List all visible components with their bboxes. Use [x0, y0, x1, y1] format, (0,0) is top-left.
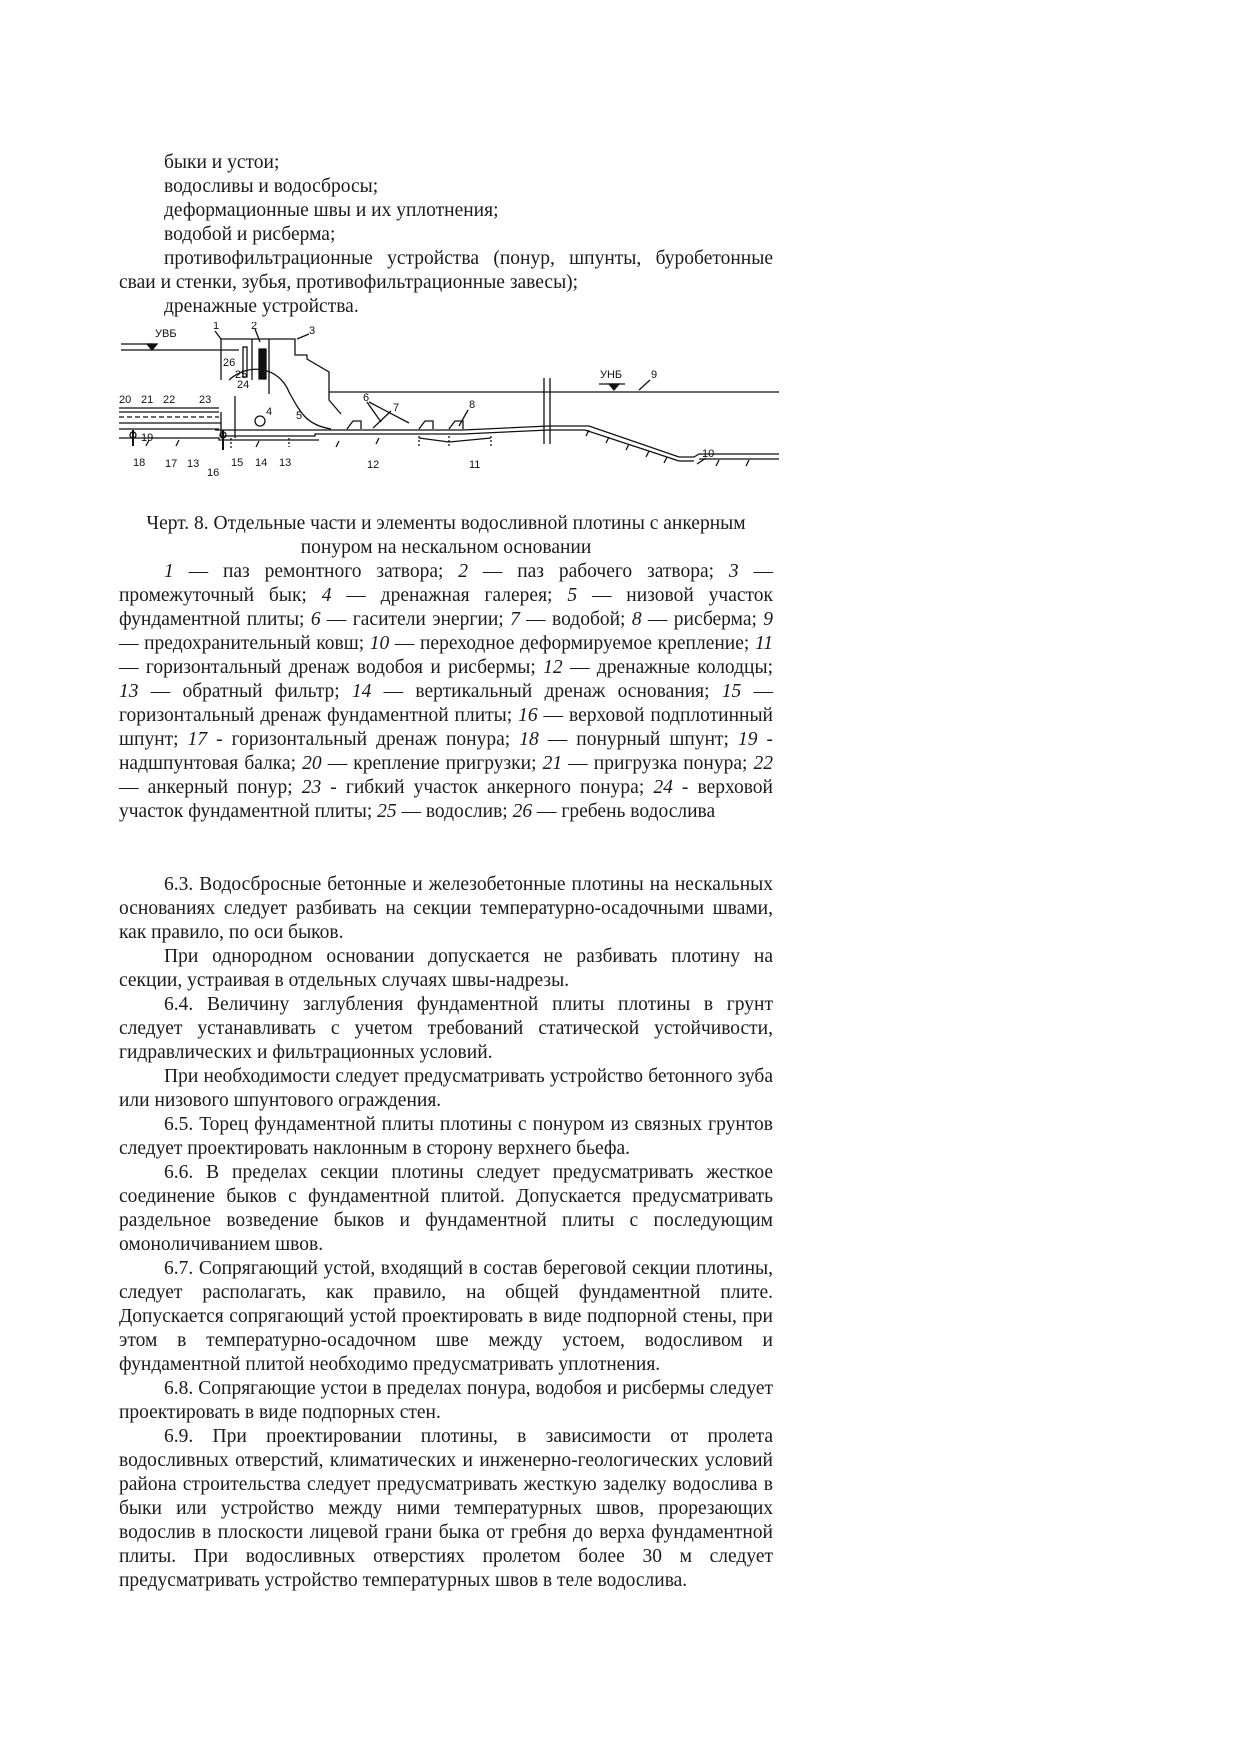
legend-text — [119, 560, 773, 824]
paragraph: 6.4. Величину заглубления фундаментной плиты плотины в грунт следует устанавливать с учетом требований статической устойчивости, гидравлических и фильтрационных условий. — [119, 994, 773, 1063]
legend-number: 17 — [187, 729, 208, 750]
legend-number: 6 — [310, 609, 321, 630]
label-12: 12 — [367, 459, 380, 471]
legend-number: 19 — [738, 729, 758, 750]
list-item: деформационные швы и их уплотнения; — [164, 200, 499, 221]
legend-number: 7 — [510, 609, 520, 630]
label-14: 14 — [255, 457, 268, 469]
legend-number: 5 — [567, 585, 578, 606]
list-item: противофильтрационные устройства (понур, шпунты, буробетонные сваи и стенки, зубья, противофильтрационные завесы); — [119, 248, 773, 293]
legend-number: 1 — [164, 561, 174, 582]
legend-description: — анкерный понур; — [119, 777, 302, 798]
list-item: водосливы и водосбросы; — [164, 176, 379, 197]
legend-number: 2 — [458, 561, 468, 582]
label-3: 3 — [309, 325, 316, 337]
list-item: водобой и рисберма; — [164, 224, 336, 245]
legend-description: — пригрузка понура; — [562, 753, 754, 774]
label-9: 9 — [651, 369, 658, 381]
legend-number: 13 — [119, 681, 139, 702]
legend-description: — горизонтальный дренаж фундаментной плиты; — [119, 681, 774, 726]
paragraph: 6.9. При проектировании плотины, в зависимости от пролета водосливных отверстий, климатических и инженерно-геологических условий района строительства следует предусматривать жесткую заделку водослива в быки или устройство между ними температурных швов, прорезающих водослив в плоскости лицевой грани быка от гребня до верха фундаментной плиты. При водосливных отверстиях пролетом более 30 м следует предусматривать устройство температурных швов в теле водослива. — [119, 1426, 773, 1591]
label-1: 1 — [213, 322, 220, 332]
legend-number: 10 — [369, 633, 390, 654]
list-item: дренажные устройства. — [164, 296, 359, 317]
label-17: 17 — [165, 458, 178, 470]
figure-caption: Черт. 8. Отдельные части и элементы водосливной плотины с анкерным понуром на нескальном основании — [146, 513, 746, 558]
legend-description: — промежуточный бык; — [119, 561, 773, 606]
intro-list — [119, 151, 773, 319]
energy-dissipators — [347, 421, 463, 429]
legend-description: — водобой; — [519, 609, 632, 630]
legend-description: — крепление пригрузки; — [321, 753, 543, 774]
label-2: 2 — [251, 322, 258, 332]
legend-number: 21 — [542, 753, 563, 774]
label-25: 25 — [235, 369, 248, 381]
label-unb: УНБ — [600, 369, 623, 381]
legend-number: 3 — [728, 561, 739, 582]
paragraph: При однородном основании допускается не разбивать плотину на секции, устраивая в отдельных случаях швы-надрезы. — [119, 946, 773, 991]
legend-description: — паз рабочего затвора; — [468, 561, 729, 582]
legend-number: 14 — [351, 681, 372, 702]
list-item: быки и устои; — [164, 152, 280, 173]
legend-description: — понурный шпунт; — [538, 729, 738, 750]
legend-number: 22 — [753, 753, 774, 774]
legend-description: — дренажная галерея; — [331, 585, 568, 606]
label-13-b: 13 — [279, 457, 292, 469]
legend-description: — гребень водослива — [532, 801, 716, 822]
label-19: 19 — [141, 432, 154, 444]
paragraph: 6.6. В пределах секции плотины следует предусматривать жесткое соединение быков с фундаментной плитой. Допускается предусматривать раздельное возведение быков и фундаментной плиты с последующим омоноличиванием швов. — [119, 1162, 773, 1255]
label-7: 7 — [393, 402, 400, 414]
label-5: 5 — [296, 410, 303, 422]
legend-description: — низовой участок фундаментной плиты; — [119, 585, 773, 630]
legend-description: - горизонтальный дренаж понура; — [207, 729, 520, 750]
paragraph: 6.7. Сопрягающий устой, входящий в состав береговой секции плотины, следует располагать, как правило, на общей фундаментной плите. Допускается сопрягающий устой проектировать в виде подпорной стены, при этом в температурно-осадочном шве между устоем, водосливом и фундаментной плитой необходимо предусматривать уплотнения. — [119, 1258, 773, 1375]
legend-number: 23 — [301, 777, 322, 798]
label-11: 11 — [469, 459, 481, 471]
legend-number: 11 — [754, 633, 773, 654]
legend-number: 25 — [377, 801, 397, 822]
paragraph: 6.3. Водосбросные бетонные и железобетонные плотины на нескальных основаниях следует разбивать на секции температурно-осадочными швами, как правило, по оси быков. — [119, 874, 773, 943]
legend-description: — дренажные колодцы; — [562, 657, 773, 678]
document-body — [119, 873, 773, 1593]
legend-description: — переходное деформируемое крепление; — [389, 633, 755, 654]
legend-number: 8 — [631, 609, 642, 630]
legend-number: 4 — [321, 585, 332, 606]
figure-legend — [119, 560, 773, 824]
legend-description: — предохранительный ковш; — [119, 633, 370, 654]
legend-number: 20 — [302, 753, 322, 774]
legend-description: - гибкий участок анкерного понура; — [321, 777, 654, 798]
legend-description: — верховой подплотинный шпунт; — [119, 705, 773, 750]
label-20: 20 — [119, 394, 132, 406]
label-26: 26 — [223, 357, 236, 369]
label-13: 13 — [187, 458, 200, 470]
legend-description: — обратный фильтр; — [138, 681, 352, 702]
label-6: 6 — [363, 392, 370, 404]
legend-description: — водослив; — [396, 801, 513, 822]
label-16: 16 — [207, 467, 220, 479]
dam-diagram — [119, 322, 779, 500]
label-23: 23 — [199, 394, 212, 406]
legend-number: 24 — [653, 777, 673, 798]
legend-number: 16 — [518, 705, 538, 726]
legend-description: — рисберма; — [641, 609, 764, 630]
label-21: 21 — [141, 394, 154, 406]
paragraph: При необходимости следует предусматривать устройство бетонного зуба или низового шпунтового ограждения. — [119, 1066, 773, 1111]
legend-number: 15 — [721, 681, 742, 702]
label-15: 15 — [231, 457, 244, 469]
paragraph: 6.5. Торец фундаментной плиты плотины с понуром из связных грунтов следует проектировать наклонным в сторону верхнего бьефа. — [119, 1114, 773, 1159]
paragraph: 6.8. Сопрягающие устои в пределах понура, водобоя и рисбермы следует проектировать в виде подпорных стен. — [119, 1378, 773, 1423]
foundation-slab — [221, 412, 463, 436]
legend-description: - верховой участок фундаментной плиты; — [119, 777, 773, 822]
legend-description: - надшпунтовая балка; — [119, 729, 774, 774]
label-10: 10 — [702, 448, 715, 460]
legend-description: — горизонтальный дренаж водобоя и рисбермы; — [119, 657, 544, 678]
label-18: 18 — [133, 457, 146, 469]
label-8: 8 — [469, 399, 476, 411]
legend-number: 9 — [763, 609, 773, 630]
legend-number: 26 — [512, 801, 533, 822]
label-22: 22 — [163, 394, 176, 406]
legend-description: — паз ремонтного затвора; — [173, 561, 459, 582]
label-24: 24 — [237, 379, 250, 391]
legend-description: — вертикальный дренаж основания; — [371, 681, 722, 702]
legend-description: — гасители энергии; — [320, 609, 511, 630]
legend-number: 18 — [519, 729, 539, 750]
label-4: 4 — [266, 406, 273, 418]
legend-number: 12 — [543, 657, 563, 678]
label-uvb: УВБ — [155, 328, 177, 340]
